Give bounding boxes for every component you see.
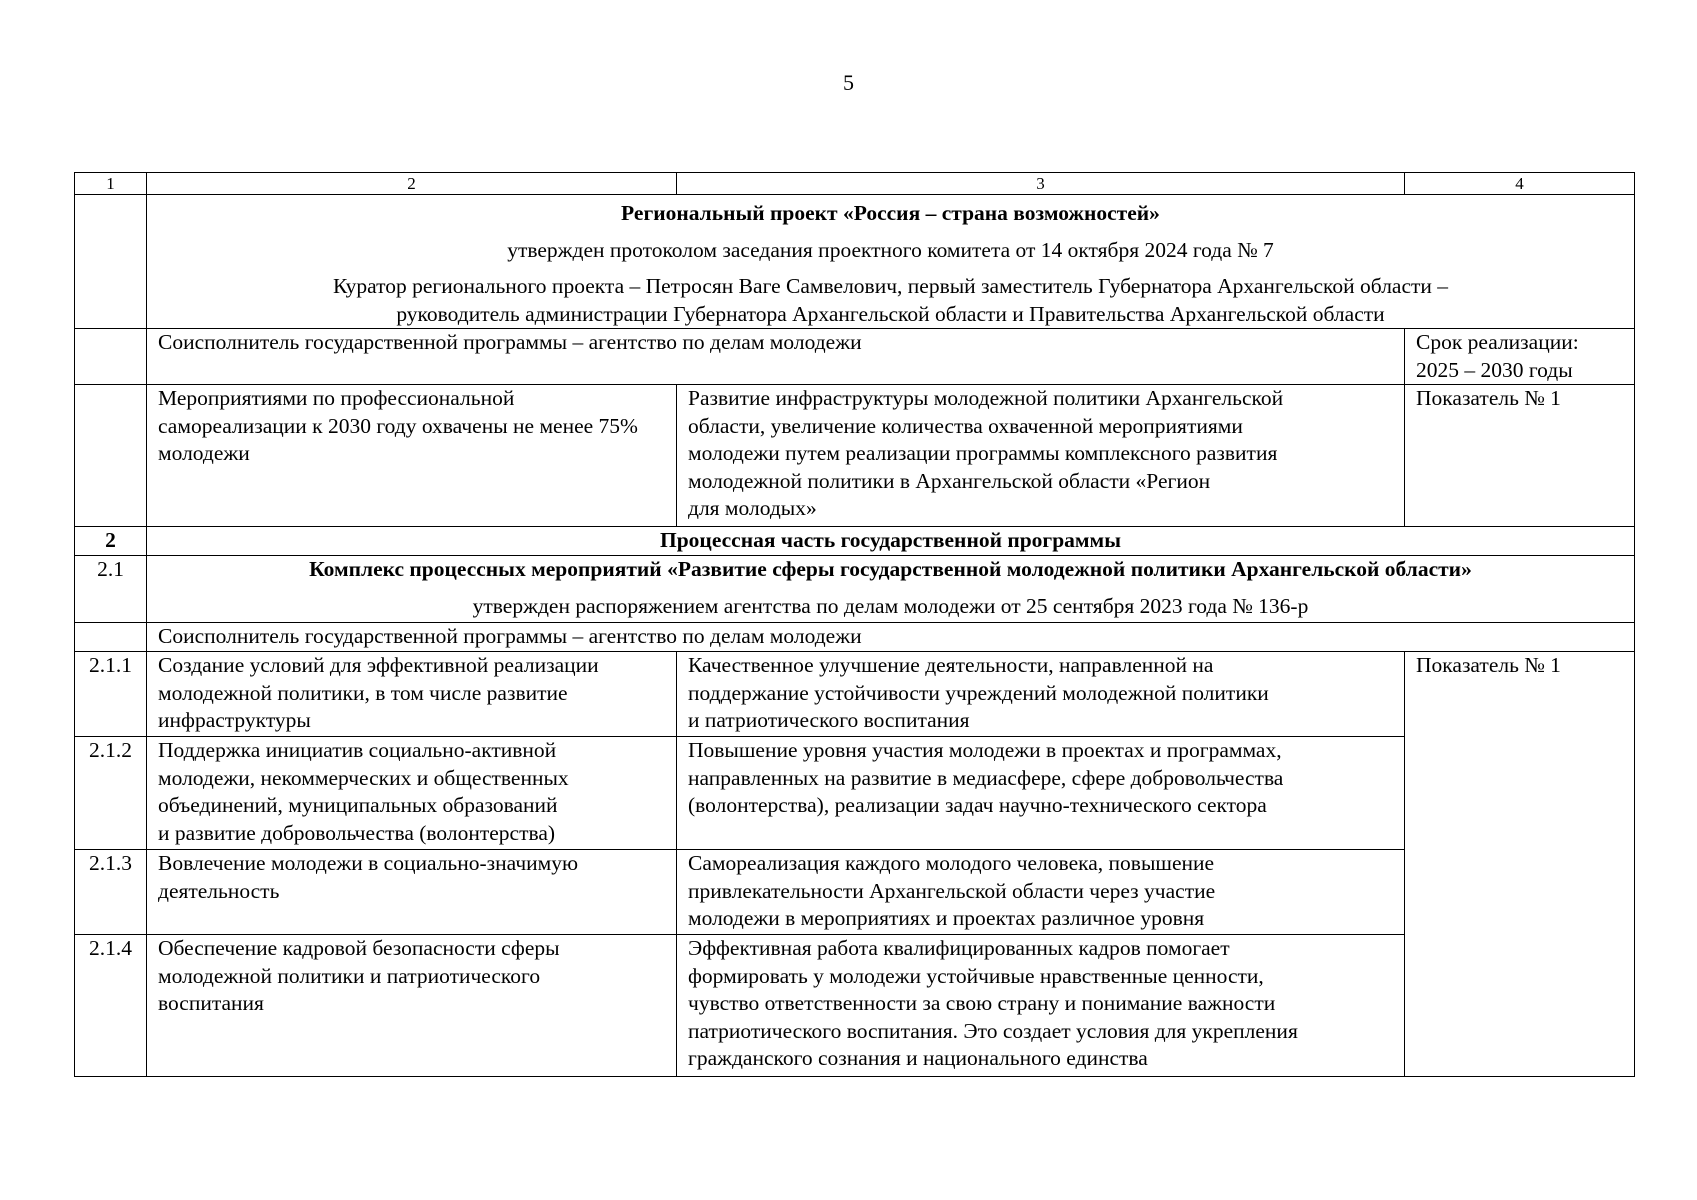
section-2-1-approved: утвержден распоряжением агентства по делам молодежи от 25 сентября 2023 года № 136-р (472, 593, 1309, 618)
effect-line: (волонтерства), реализации задач научно-технического сектора (688, 793, 1267, 817)
section-2-title: Процессная часть государственной программы (147, 527, 1635, 556)
program-table (74, 172, 1635, 1077)
regional-effect-line: молодежной политики в Архангельской области «Регион (688, 468, 1211, 493)
effect-line: поддержание устойчивости учреждений молодежной политики (688, 680, 1269, 705)
task-line: инфраструктуры (158, 708, 311, 732)
effect-line: и патриотического воспитания (688, 708, 970, 732)
regional-effect-line: для молодых» (688, 496, 817, 520)
effect-line: чувство ответственности за свою страну и понимание важности (688, 991, 1276, 1015)
section-2-1-header-row (75, 556, 1635, 623)
regional-task: Мероприятиями по профессиональной самореализации к 2030 году охвачены не менее 75% молодежи (147, 385, 677, 527)
regional-effect-line: области, увеличение количества охваченной мероприятиями (688, 413, 1243, 438)
row-task (147, 935, 677, 1077)
row-task (147, 737, 677, 850)
task-line: объединений, муниципальных образований (158, 793, 558, 817)
row-number: 2.1.2 (75, 737, 147, 850)
row-effect (677, 737, 1405, 850)
empty-cell (75, 385, 147, 527)
column-number-2: 2 (147, 173, 677, 195)
effect-line: патриотического воспитания. Это создает условия для укрепления (688, 1018, 1298, 1043)
effect-line: молодежи в мероприятиях и проектах различное уровня (688, 906, 1205, 930)
column-numbers-row (75, 173, 1635, 195)
regional-project-title: Региональный проект «Россия – страна возможностей» (621, 201, 1160, 225)
section-2-1-indicator: Показатель № 1 (1405, 652, 1635, 1077)
task-line: молодежной политики, в том числе развитие (158, 680, 568, 705)
regional-effect (677, 385, 1405, 527)
section-2-1-title: Комплекс процессных мероприятий «Развитие сферы государственной молодежной политики Архангельской области» (309, 557, 1472, 581)
effect-line: Повышение уровня участия молодежи в проектах и программах, (688, 738, 1282, 762)
task-line: деятельность (158, 878, 280, 903)
section-2-1-number: 2.1 (75, 556, 147, 623)
regional-indicator: Показатель № 1 (1405, 385, 1635, 527)
effect-line: направленных на развитие в медиасфере, сфере добровольчества (688, 765, 1284, 790)
effect-line: Качественное улучшение деятельности, направленной на (688, 653, 1214, 677)
implementation-term (1405, 329, 1635, 385)
column-number-4: 4 (1405, 173, 1635, 195)
task-line: Обеспечение кадровой безопасности сферы (158, 936, 560, 960)
section-2-row (75, 527, 1635, 556)
row-number: 2.1.3 (75, 850, 147, 935)
effect-line: формировать у молодежи устойчивые нравственные ценности, (688, 963, 1264, 988)
page-number: 5 (843, 70, 854, 95)
section-2-number: 2 (75, 527, 147, 556)
task-line: Поддержка инициатив социально-активной (158, 738, 557, 762)
task-line: и развитие добровольчества (волонтерства) (158, 820, 556, 845)
effect-line: Эффективная работа квалифицированных кадров помогает (688, 936, 1230, 960)
regional-project-header-row (75, 195, 1635, 329)
implementation-term-label: Срок реализации: (1416, 330, 1579, 354)
empty-cell (75, 329, 147, 385)
section-2-1-coexecutor: Соисполнитель государственной программы – агентство по делам молодежи (147, 623, 1635, 652)
effect-line: Самореализация каждого молодого человека, повышение (688, 851, 1215, 875)
regional-effect-line: молодежи путем реализации программы комплексного развития (688, 441, 1278, 465)
table-row (75, 935, 1635, 1077)
row-task (147, 850, 677, 935)
effect-line: привлекательности Архангельской области через участие (688, 878, 1216, 903)
row-effect (677, 935, 1405, 1077)
regional-coexecutor: Соисполнитель государственной программы – агентство по делам молодежи (147, 329, 1405, 385)
row-number: 2.1.1 (75, 652, 147, 737)
regional-project-curator-line2: руководитель администрации Губернатора Архангельской области и Правительства Архангельской области (396, 301, 1385, 326)
regional-project-curator-line1: Куратор регионального проекта – Петросян Ваге Самвелович, первый заместитель Губернатора Архангельской области – (332, 274, 1449, 298)
table-row (75, 652, 1635, 737)
regional-project-approved: утвержден протоколом заседания проектного комитета от 14 октября 2024 года № 7 (507, 237, 1274, 262)
task-line: Создание условий для эффективной реализации (158, 653, 599, 677)
task-line: воспитания (158, 991, 264, 1015)
row-effect (677, 652, 1405, 737)
task-line: молодежи, некоммерческих и общественных (158, 765, 569, 790)
table-row (75, 737, 1635, 850)
effect-line: гражданского сознания и национального единства (688, 1046, 1148, 1070)
implementation-term-years: 2025 – 2030 годы (1416, 357, 1573, 382)
row-number: 2.1.4 (75, 935, 147, 1077)
section-2-1-header (147, 556, 1635, 623)
regional-coexecutor-row (75, 329, 1635, 385)
empty-cell (75, 195, 147, 329)
task-line: Вовлечение молодежи в социально-значимую (158, 851, 579, 875)
regional-effect-line: Развитие инфраструктуры молодежной политики Архангельской (688, 386, 1284, 410)
task-line: молодежной политики и патриотического (158, 963, 541, 988)
row-effect (677, 850, 1405, 935)
column-number-1: 1 (75, 173, 147, 195)
regional-task-row (75, 385, 1635, 527)
empty-cell (75, 623, 147, 652)
row-task (147, 652, 677, 737)
column-number-3: 3 (677, 173, 1405, 195)
section-2-1-coexecutor-row (75, 623, 1635, 652)
regional-project-header (147, 195, 1635, 329)
table-row (75, 850, 1635, 935)
